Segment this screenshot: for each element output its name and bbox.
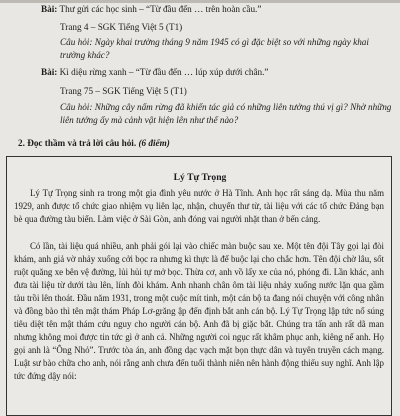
- lesson1-question: Câu hỏi: Ngày khai trường tháng 9 năm 1945 có gì đặc biệt so với những ngày khai trường khác?: [60, 37, 369, 60]
- lesson2-prefix: Bài:: [41, 67, 58, 77]
- lesson1-page-ref: Trang 4 – SGK Tiếng Việt 5 (T1): [60, 22, 183, 32]
- section2-heading: [18, 137, 170, 149]
- lesson1-text: Thư gửi các học sinh – “Từ đầu đến … trên hoàn cầu.”: [59, 4, 262, 14]
- story-paragraph-1: [14, 187, 384, 226]
- lesson2-title: [41, 66, 269, 78]
- lesson2-page-ref: Trang 75 – SGK Tiếng Việt 5 (T1): [60, 86, 187, 96]
- lesson2-question: Câu hỏi: Những cây nấm rừng đã khiến tác giả có những liên tưởng thú vị gì? Nhờ những liên tưởng ấy mà cảnh vật hiện lên như thế nào?: [60, 102, 392, 125]
- section2-points: (6 điểm): [138, 138, 170, 148]
- lesson2-text: Kì diệu rừng xanh – “Từ đầu đến … lúp xúp dưới chân.”: [59, 67, 269, 77]
- story-paragraph-2: [14, 240, 384, 383]
- lesson1-title: [41, 3, 261, 15]
- story-title: Lý Tự Trọng: [173, 172, 227, 183]
- story-paragraph-2-text: Có lần, tài liệu quá nhiều, anh phải gói lại vào chiếc màn buộc sau xe. Một tên đội Tây gọi lại đòi khám, anh giả vờ nhảy xuống cởi bọc ra nhưng kì thực là để buộc lại cho chắc hơn. Tên đội chờ lâu, sốt ruột quăng xe bên vệ đường, lủi hủi tự mở bọc. Thừa cơ, anh vồ lấy xe của nó, phóng đi. Lần khác, anh đưa tài liệu từ dưới tàu lên, lính đòi khám. Anh nhanh chân ôm tài liệu nhảy xuống nước lặn qua gầm tàu trồi lên thoát. Đầu năm 1931, trong một cuộc mít tinh, một cán bộ ta đang nói chuyện với công nhân và đồng bào thì tên mật thám Pháp Lơ-grăng ập đến định bắt anh cán bộ. Lý Tự Trọng lập tức nổ súng tiêu diệt tên mật thám cứu nguy cho người cán bộ. Anh đã bị giặc bắt. Chúng tra tấn anh rất dã man nhưng không moi được tin tức gì ở anh cả. Những người coi ngục rất khâm phục anh, kiêng nể anh. Họ gọi anh là “Ông Nhỏ”. Trước tòa án, anh đồng dạc vạch mặt bọn thực dân và tuyên truyền cách mạng. Luật sư bào chữa cho anh, nói rằng anh chưa đến tuổi thành niên nên hành động thiếu suy nghĩ. Anh lập tức đứng dậy nói:: [14, 241, 384, 381]
- lesson1-prefix: Bài:: [41, 4, 58, 14]
- section2-text: 2. Đọc thầm và trả lời câu hỏi.: [18, 138, 137, 148]
- story-paragraph-1-text: Lý Tự Trọng sinh ra trong một gia đình yêu nước ở Hà Tĩnh. Anh học rất sáng dạ. Mùa thu năm 1929, anh được tổ chức giao nhiệm vụ liên lạc, nhận, chuyển thư từ, tài liệu với các tổ chức Đảng bạn bè qua đường tàu biển. Làm việc ở Sài Gòn, anh đóng vai người nhặt than ở bến cảng.: [14, 188, 384, 224]
